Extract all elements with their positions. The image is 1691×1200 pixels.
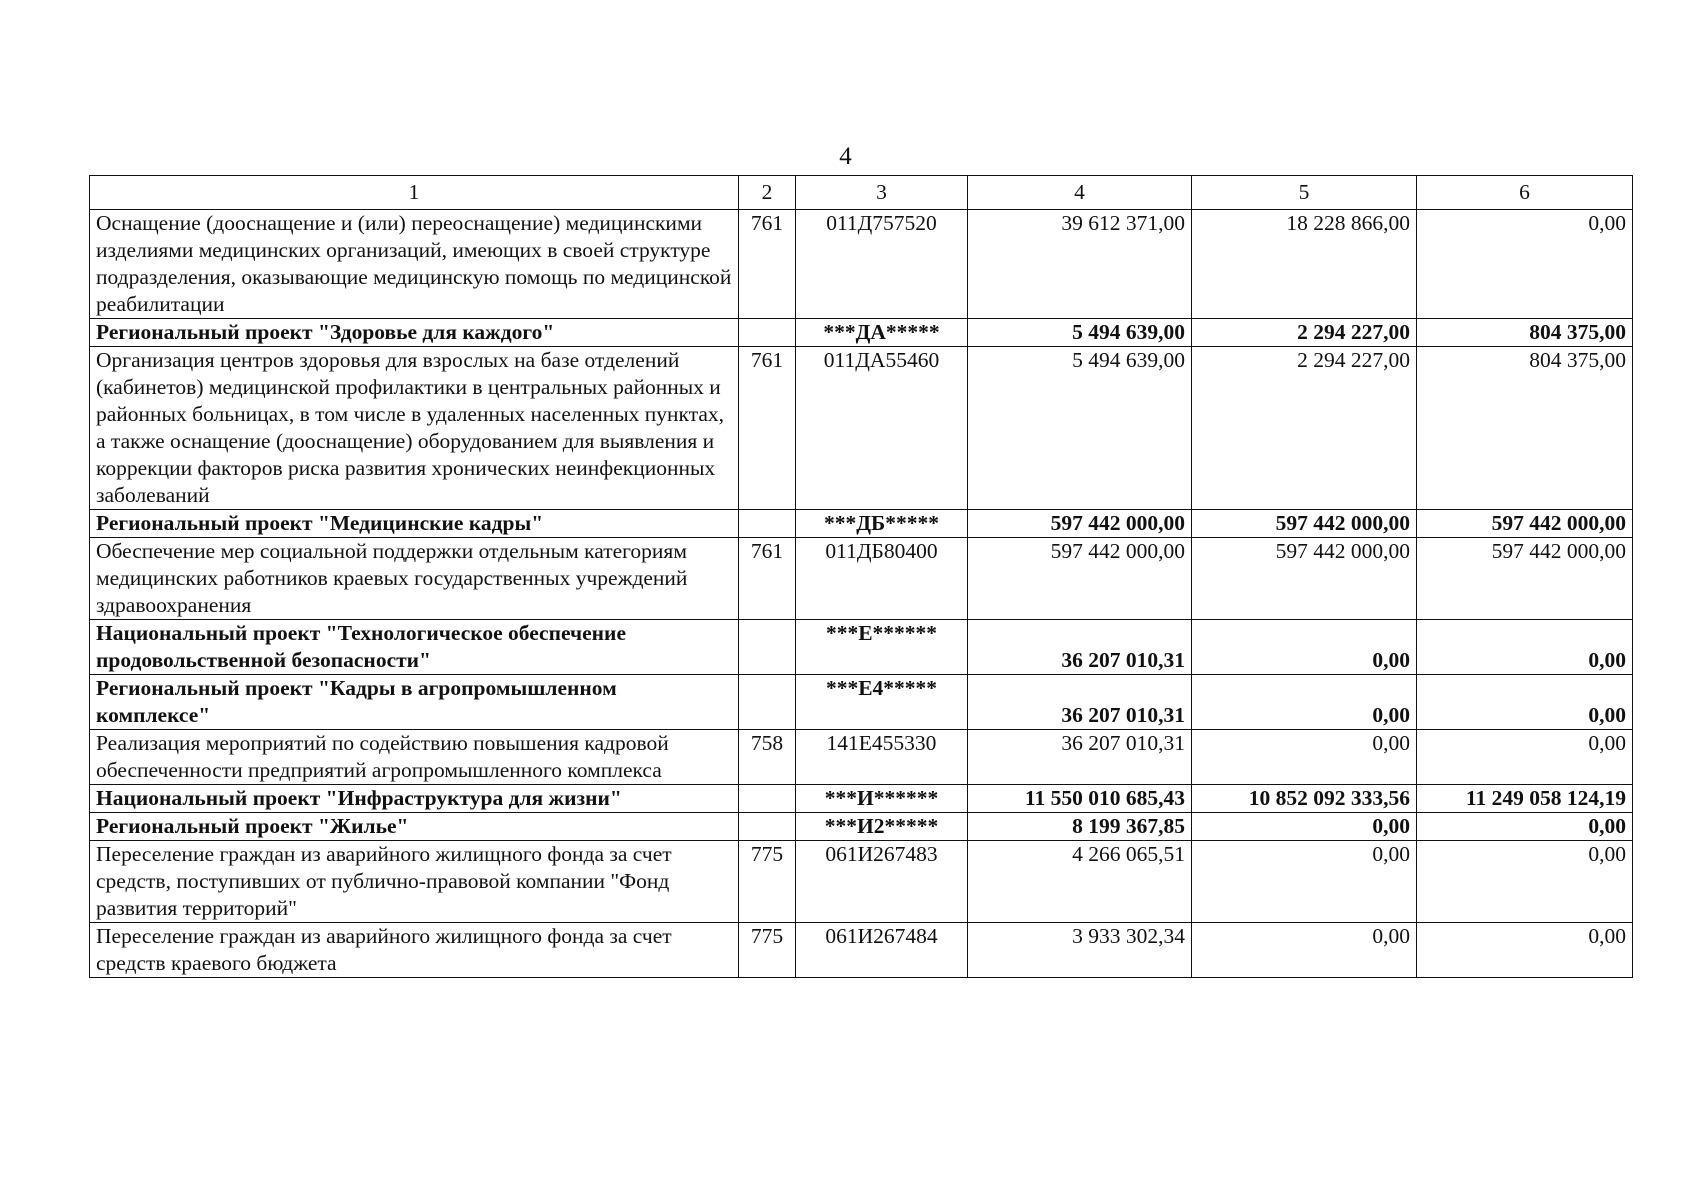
row-code3-cell: ***Е****** <box>796 620 968 675</box>
header-col-2: 2 <box>739 176 796 210</box>
row-code3-cell: ***И****** <box>796 785 968 813</box>
page-number: 4 <box>839 143 852 170</box>
row-value6-cell: 804 375,00 <box>1417 347 1633 510</box>
row-code2-cell <box>739 319 796 347</box>
table-row <box>90 675 1633 730</box>
row-name-cell: Переселение граждан из аварийного жилищного фонда за счет средств краевого бюджета <box>90 923 739 978</box>
row-value4-cell: 8 199 367,85 <box>968 813 1192 841</box>
row-value5-cell: 0,00 <box>1192 620 1417 675</box>
row-code2-cell: 761 <box>739 538 796 620</box>
row-code3-cell: 061И267483 <box>796 841 968 923</box>
header-col-6: 6 <box>1417 176 1633 210</box>
row-value5-cell: 2 294 227,00 <box>1192 347 1417 510</box>
row-value4-cell: 3 933 302,34 <box>968 923 1192 978</box>
row-value5-cell: 0,00 <box>1192 675 1417 730</box>
row-name-cell: Региональный проект "Кадры в агропромышленном комплексе" <box>90 675 739 730</box>
row-value4-cell: 4 266 065,51 <box>968 841 1192 923</box>
row-value6-cell: 0,00 <box>1417 813 1633 841</box>
row-value4-cell: 5 494 639,00 <box>968 347 1192 510</box>
row-name-cell: Обеспечение мер социальной поддержки отдельным категориям медицинских работников краевых государственных учреждений здравоохранения <box>90 538 739 620</box>
row-value5-cell: 18 228 866,00 <box>1192 210 1417 319</box>
row-value5-cell: 597 442 000,00 <box>1192 538 1417 620</box>
row-code3-cell: ***ДБ***** <box>796 510 968 538</box>
header-col-4: 4 <box>968 176 1192 210</box>
table-row <box>90 319 1633 347</box>
row-name-cell: Национальный проект "Технологическое обеспечение продовольственной безопасности" <box>90 620 739 675</box>
row-value4-cell: 5 494 639,00 <box>968 319 1192 347</box>
row-value6-cell: 0,00 <box>1417 841 1633 923</box>
row-value6-cell: 0,00 <box>1417 923 1633 978</box>
row-code3-cell: ***И2***** <box>796 813 968 841</box>
row-value6-cell: 11 249 058 124,19 <box>1417 785 1633 813</box>
header-col-1: 1 <box>90 176 739 210</box>
row-value5-cell: 10 852 092 333,56 <box>1192 785 1417 813</box>
row-code2-cell <box>739 620 796 675</box>
table-header-row <box>90 176 1633 210</box>
row-value5-cell: 0,00 <box>1192 923 1417 978</box>
row-code2-cell: 761 <box>739 347 796 510</box>
row-value5-cell: 0,00 <box>1192 841 1417 923</box>
table-row <box>90 620 1633 675</box>
row-value5-cell: 0,00 <box>1192 813 1417 841</box>
table-row <box>90 730 1633 785</box>
table-row <box>90 841 1633 923</box>
row-value6-cell: 597 442 000,00 <box>1417 510 1633 538</box>
row-name-cell: Переселение граждан из аварийного жилищного фонда за счет средств, поступивших от публично-правовой компании "Фонд развития территорий" <box>90 841 739 923</box>
row-code2-cell <box>739 675 796 730</box>
row-code2-cell: 775 <box>739 923 796 978</box>
row-name-cell: Оснащение (дооснащение и (или) переоснащение) медицинскими изделиями медицинских организаций, имеющих в своей структуре подразделения, оказывающие медицинскую помощь по медицинской реабилитации <box>90 210 739 319</box>
row-code2-cell: 758 <box>739 730 796 785</box>
row-name-cell: Региональный проект "Медицинские кадры" <box>90 510 739 538</box>
row-value5-cell: 2 294 227,00 <box>1192 319 1417 347</box>
row-name-cell: Реализация мероприятий по содействию повышения кадровой обеспеченности предприятий агропромышленного комплекса <box>90 730 739 785</box>
row-code2-cell: 761 <box>739 210 796 319</box>
table-row <box>90 785 1633 813</box>
row-value6-cell: 0,00 <box>1417 620 1633 675</box>
row-code3-cell: 011ДА55460 <box>796 347 968 510</box>
row-code2-cell <box>739 785 796 813</box>
row-code3-cell: ***Е4***** <box>796 675 968 730</box>
table-body <box>90 210 1633 978</box>
row-name-cell: Региональный проект "Здоровье для каждого" <box>90 319 739 347</box>
row-code2-cell <box>739 813 796 841</box>
row-value6-cell: 0,00 <box>1417 730 1633 785</box>
row-value6-cell: 804 375,00 <box>1417 319 1633 347</box>
row-value6-cell: 0,00 <box>1417 210 1633 319</box>
row-value6-cell: 0,00 <box>1417 675 1633 730</box>
budget-table <box>89 175 1633 978</box>
row-value4-cell: 597 442 000,00 <box>968 510 1192 538</box>
row-code3-cell: 141Е455330 <box>796 730 968 785</box>
row-value4-cell: 597 442 000,00 <box>968 538 1192 620</box>
table-row <box>90 510 1633 538</box>
row-value4-cell: 36 207 010,31 <box>968 675 1192 730</box>
row-value5-cell: 597 442 000,00 <box>1192 510 1417 538</box>
table-row <box>90 538 1633 620</box>
table-row <box>90 210 1633 319</box>
table-row <box>90 347 1633 510</box>
row-code3-cell: ***ДА***** <box>796 319 968 347</box>
header-col-3: 3 <box>796 176 968 210</box>
row-code2-cell: 775 <box>739 841 796 923</box>
row-name-cell: Национальный проект "Инфраструктура для жизни" <box>90 785 739 813</box>
header-col-5: 5 <box>1192 176 1417 210</box>
row-value4-cell: 36 207 010,31 <box>968 620 1192 675</box>
table-row <box>90 923 1633 978</box>
row-value6-cell: 597 442 000,00 <box>1417 538 1633 620</box>
row-code2-cell <box>739 510 796 538</box>
row-value4-cell: 36 207 010,31 <box>968 730 1192 785</box>
table-row <box>90 813 1633 841</box>
row-code3-cell: 011ДБ80400 <box>796 538 968 620</box>
row-name-cell: Региональный проект "Жилье" <box>90 813 739 841</box>
row-code3-cell: 011Д757520 <box>796 210 968 319</box>
row-value5-cell: 0,00 <box>1192 730 1417 785</box>
row-value4-cell: 39 612 371,00 <box>968 210 1192 319</box>
row-value4-cell: 11 550 010 685,43 <box>968 785 1192 813</box>
row-name-cell: Организация центров здоровья для взрослых на базе отделений (кабинетов) медицинской профилактики в центральных районных и районных больницах, в том числе в удаленных населенных пунктах, а также оснащение (дооснащение) оборудованием для выявления и коррекции факторов риска развития хронических неинфекционных заболеваний <box>90 347 739 510</box>
row-code3-cell: 061И267484 <box>796 923 968 978</box>
